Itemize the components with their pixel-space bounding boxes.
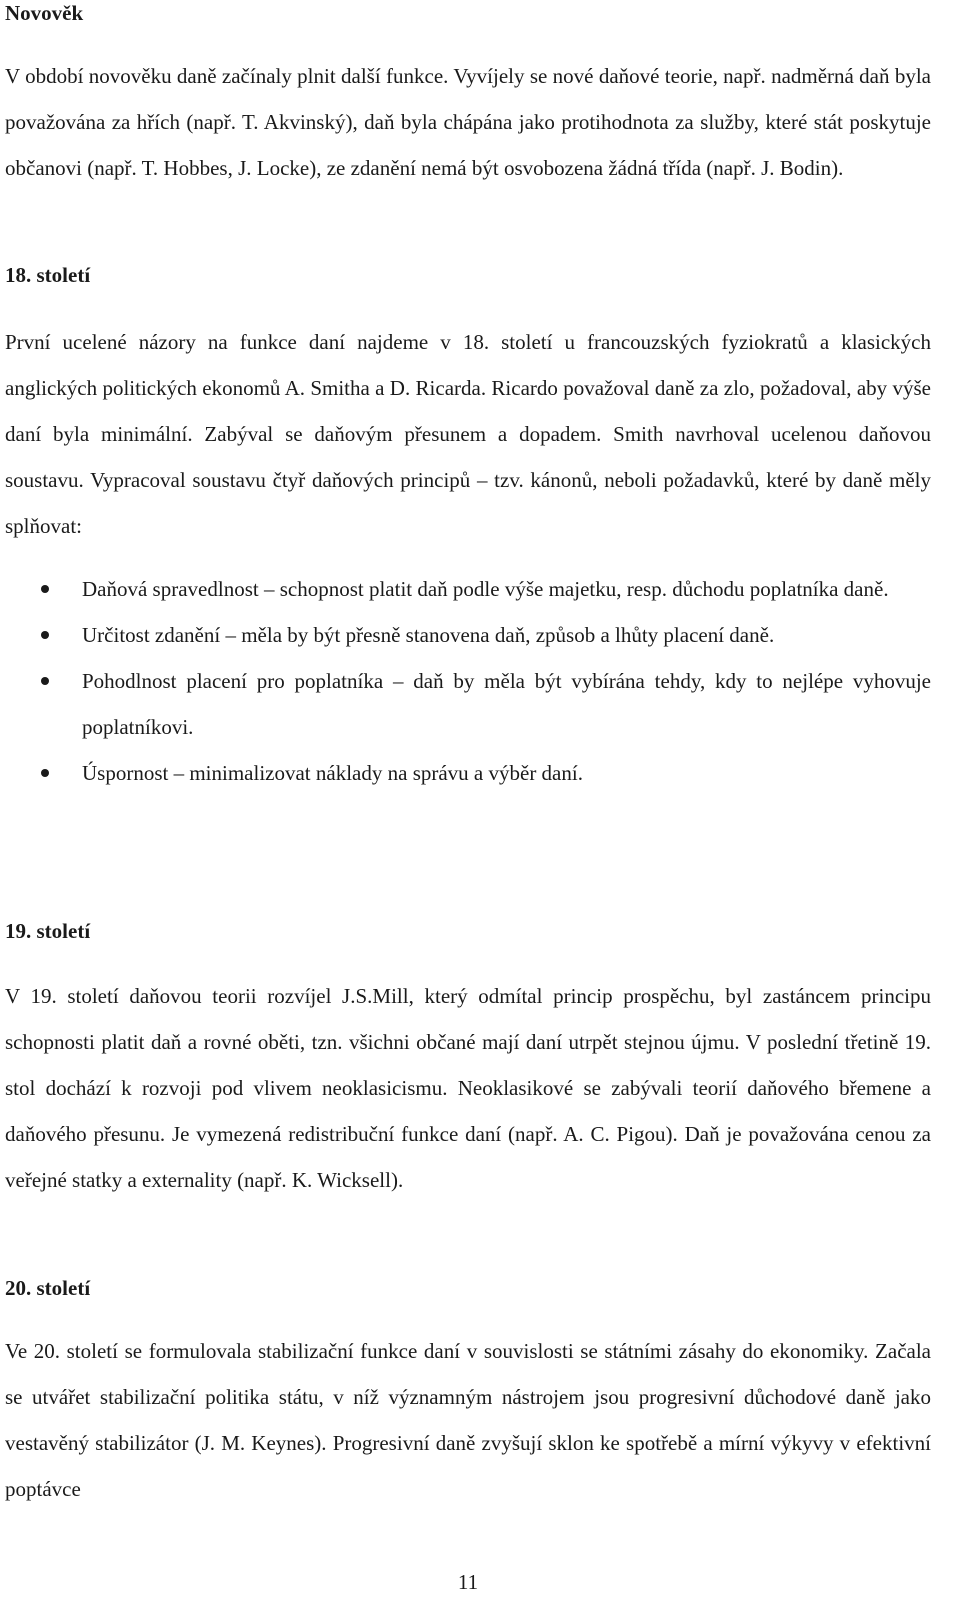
list-item — [5, 612, 931, 658]
heading-19-stoleti: 19. století — [5, 919, 91, 943]
page-number: 11 — [457, 1570, 479, 1594]
bullet-icon — [41, 677, 49, 685]
list-item — [5, 566, 931, 612]
list-item — [5, 658, 931, 750]
heading-novovek: Novověk — [5, 1, 84, 25]
heading-18-stoleti: 18. století — [5, 263, 91, 287]
paragraph-18-stoleti: První ucelené názory na funkce daní najdeme v 18. století u francouzských fyziokratů a klasických anglických politických ekonomů A. Smitha a D. Ricarda. Ricardo považoval daně za zlo, požadoval, aby výše daní byla minimální. Zabýval se daňovým přesunem a dopadem. Smith navrhoval ucelenou daňovou soustavu. Vypracoval soustavu čtyř daňových principů – tzv. kánonů, neboli požadavků, které by daně měly splňovat: — [5, 330, 931, 538]
list-item-text: Daňová spravedlnost – schopnost platit daň podle výše majetku, resp. důchodu poplatníka daně. — [82, 577, 889, 601]
bullet-icon — [41, 769, 49, 777]
canons-list — [5, 566, 931, 796]
bullet-icon — [41, 585, 49, 593]
list-item-text: Určitost zdanění – měla by být přesně stanovena daň, způsob a lhůty placení daně. — [82, 623, 775, 647]
heading-20-stoleti: 20. století — [5, 1276, 91, 1300]
paragraph-20-stoleti: Ve 20. století se formulovala stabilizační funkce daní v souvislosti se státními zásahy do ekonomiky. Začala se utvářet stabilizační politika státu, v níž významným nástrojem jsou progresivní důchodové daně jako vestavěný stabilizátor (J. M. Keynes). Progresivní daně zvyšují sklon ke spotřebě a mírní výkyvy v efektivní poptávce — [5, 1339, 931, 1501]
bullet-icon — [41, 631, 49, 639]
list-item — [5, 750, 931, 796]
paragraph-novovek: V období novověku daně začínaly plnit další funkce. Vyvíjely se nové daňové teorie, např. nadměrná daň byla považována za hřích (např. T. Akvinský), daň byla chápána jako protihodnota za služby, které stát poskytuje občanovi (např. T. Hobbes, J. Locke), ze zdanění nemá být osvobozena žádná třída (např. J. Bodin). — [5, 64, 931, 180]
paragraph-19-stoleti: V 19. století daňovou teorii rozvíjel J.S.Mill, který odmítal princip prospěchu, byl zastáncem principu schopnosti platit daň a rovné oběti, tzn. všichni občané mají daní utrpět stejnou újmu. V poslední třetině 19. stol dochází k rozvoji pod vlivem neoklasicismu. Neoklasikové se zabývali teorií daňového břemene a daňového přesunu. Je vymezená redistribuční funkce daní (např. A. C. Pigou). Daň je považována cenou za veřejné statky a externality (např. K. Wicksell). — [5, 984, 931, 1192]
list-item-text: Pohodlnost placení pro poplatníka – daň by měla být vybírána tehdy, kdy to nejlépe vyhovuje poplatníkovi. — [82, 669, 931, 739]
list-item-text: Úspornost – minimalizovat náklady na správu a výběr daní. — [82, 761, 583, 785]
